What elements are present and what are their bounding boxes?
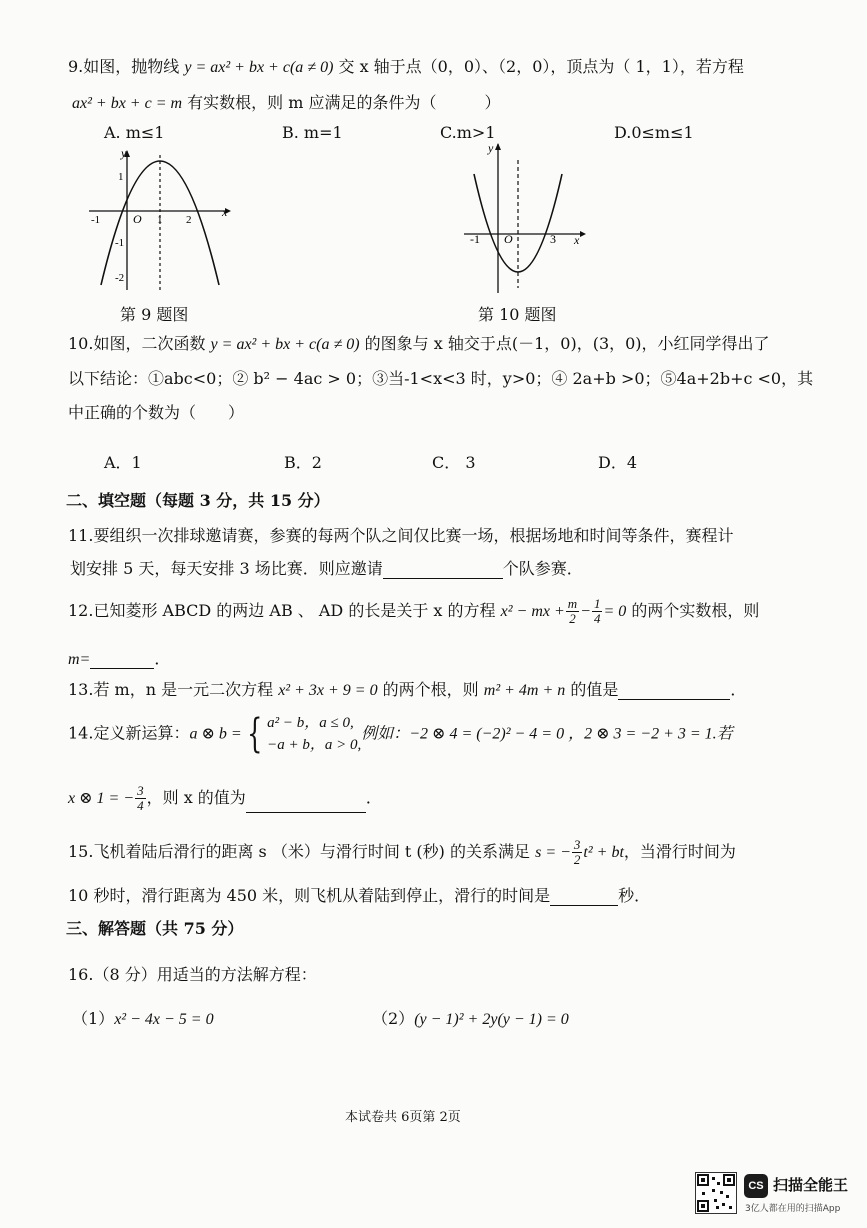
q10-line3: 中正确的个数为（ ） bbox=[68, 403, 245, 422]
q12-line2 bbox=[68, 646, 170, 669]
q14-case: a² − b，a ≤ 0, bbox=[267, 715, 354, 731]
q16-equation: (y − 1)² + 2y(y − 1) = 0 bbox=[414, 1011, 569, 1028]
fig9-tick-label: 1 bbox=[157, 214, 163, 226]
q13-text: ． bbox=[730, 680, 747, 699]
q10-equation: y = ax² + bx + c(a ≠ 0) bbox=[210, 336, 360, 353]
q12-text: 12.已知菱形 ABCD 的两边 AB 、 AD 的长是关于 x 的方程 bbox=[68, 601, 501, 620]
fig10-tick-label: 3 bbox=[550, 232, 556, 246]
q13-text: 13.若 m，n 是一元二次方程 bbox=[68, 680, 279, 699]
q16-title: 16.（8 分）用适当的方法解方程： bbox=[68, 965, 317, 984]
q12-text: m= bbox=[68, 651, 91, 668]
fig10-tick-label: -1 bbox=[470, 232, 480, 246]
q13-equation: x² + 3x + 9 = 0 bbox=[278, 682, 378, 699]
q14-case: −a + b，a > 0, bbox=[267, 737, 362, 753]
fig9-tick-label: 2 bbox=[186, 214, 192, 226]
figure-10 bbox=[460, 138, 590, 298]
q12-operator: − bbox=[580, 603, 591, 620]
watermark-subtitle: 3亿人都在用的扫描App bbox=[745, 1204, 841, 1214]
q11-line2 bbox=[70, 556, 583, 579]
q9-line1 bbox=[68, 54, 744, 77]
q14-fraction: $\frac{3}{4}$ bbox=[137, 783, 144, 813]
q9-text: 9.如图，抛物线 bbox=[68, 57, 185, 76]
q15-text: 10 秒时，滑行距离为 450 米，则飞机从着陆到停止，滑行的时间是 bbox=[68, 886, 551, 905]
q11-text: 划安排 5 天，每天安排 3 场比赛．则应邀请 bbox=[70, 559, 383, 578]
q12-line1 bbox=[68, 597, 759, 626]
q9-equation: y = ax² + bx + c(a ≠ 0) bbox=[184, 59, 334, 76]
section-heading-solutions: 三、解答题（共 75 分） bbox=[66, 919, 244, 938]
fig10-y-label: y bbox=[488, 141, 494, 155]
q11-line1: 11.要组织一次排球邀请赛，参赛的每两个队之间仅比赛一场，根据场地和时间等条件，赛程计 bbox=[68, 526, 734, 545]
q9-line2 bbox=[72, 90, 500, 113]
fig9-tick-label: -2 bbox=[115, 272, 125, 284]
q14-equation: x ⊗ 1 = − bbox=[68, 790, 135, 807]
fig9-origin-label: O bbox=[133, 212, 142, 226]
q9-option-d: D.0≤m≤1 bbox=[614, 123, 694, 142]
q12-equation: = 0 bbox=[603, 603, 627, 620]
q15-text: 15.飞机着陆后滑行的距离 s （米）与滑行时间 t (秒) 的关系满足 bbox=[68, 842, 536, 861]
answer-blank[interactable] bbox=[90, 650, 154, 669]
q9-equation: ax² + bx + c = m bbox=[72, 95, 183, 112]
q16-part-label: （2） bbox=[372, 1009, 415, 1028]
q14-text: ． bbox=[365, 788, 382, 807]
figure-9 bbox=[85, 145, 235, 295]
watermark-name: 扫描全能王 bbox=[773, 1176, 849, 1194]
q12-text: 的两个实数根，则 bbox=[626, 601, 760, 620]
q9-text: 交 x 轴于点（0，0）、（2，0），顶点为（ 1，1），若方程 bbox=[333, 57, 744, 76]
q10-option-c: C． 3 bbox=[432, 453, 476, 472]
q14-line2 bbox=[68, 784, 382, 813]
q10-text: 的图象与 x 轴交于点(－1，0)，(3，0)，小红同学得出了 bbox=[359, 334, 770, 353]
q14-line1 bbox=[68, 712, 733, 756]
q15-equation: s = − bbox=[535, 844, 571, 861]
q14-definition: a ⊗ b = bbox=[189, 725, 242, 743]
fig9-tick-label: -1 bbox=[115, 237, 125, 249]
q16-equation: x² − 4x − 5 = 0 bbox=[114, 1011, 214, 1028]
q14-text: ，则 x 的值为 bbox=[146, 788, 246, 807]
q11-text: 个队参赛． bbox=[502, 559, 583, 578]
camscanner-logo-icon: CS bbox=[744, 1174, 768, 1198]
fig9-x-label: x bbox=[222, 205, 228, 219]
q12-fraction: $\frac{m}{2}$ bbox=[567, 596, 578, 626]
q10-line1 bbox=[68, 331, 770, 354]
q15-text: 秒． bbox=[618, 886, 651, 905]
q13-text: 的值是 bbox=[565, 680, 619, 699]
fig10-x-label: x bbox=[574, 233, 580, 247]
q12-text: ． bbox=[154, 649, 171, 668]
qr-code-icon bbox=[695, 1172, 737, 1214]
q13-text: 的两个根，则 bbox=[377, 680, 484, 699]
q13-expression: m² + 4m + n bbox=[483, 682, 566, 699]
q15-equation: t² + bt bbox=[583, 844, 624, 861]
q10-text: 10.如图，二次函数 bbox=[68, 334, 211, 353]
answer-blank[interactable] bbox=[550, 887, 618, 906]
q12-equation: x² − mx + bbox=[500, 603, 565, 620]
fig9-y-label: y bbox=[121, 146, 127, 160]
q9-option-b: B. m=1 bbox=[282, 123, 343, 142]
q16-part2 bbox=[372, 1006, 569, 1029]
page-footer: 本试卷共 6页第 2页 bbox=[345, 1110, 461, 1125]
q9-option-c: C.m>1 bbox=[440, 123, 496, 142]
section-heading-fill-in: 二、填空题（每题 3 分，共 15 分） bbox=[66, 491, 330, 510]
answer-blank[interactable] bbox=[246, 794, 366, 813]
q14-text: 14.定义新运算： bbox=[68, 723, 190, 743]
answer-blank[interactable] bbox=[383, 560, 503, 579]
fig9-tick-label: 1 bbox=[118, 171, 124, 183]
q15-fraction: $\frac{3}{2}$ bbox=[573, 837, 581, 867]
q15-line2 bbox=[68, 883, 650, 906]
q9-option-a: A. m≤1 bbox=[104, 123, 165, 142]
fig9-tick-label: -1 bbox=[91, 214, 101, 226]
fig10-caption: 第 10 题图 bbox=[478, 305, 557, 324]
answer-blank[interactable] bbox=[618, 681, 730, 700]
q13-line bbox=[68, 677, 746, 700]
q16-part-label: （1） bbox=[72, 1009, 115, 1028]
q15-text: ，当滑行时间为 bbox=[623, 842, 736, 861]
q14-example: 例如：−2 ⊗ 4 = (−2)² − 4 = 0 ，2 ⊗ 3 = −2 + 3 = 1.若 bbox=[361, 725, 733, 743]
q10-option-a: A．1 bbox=[104, 453, 142, 472]
q9-text: 有实数根，则 m 应满足的条件为（ ） bbox=[182, 93, 501, 112]
q16-part1 bbox=[72, 1006, 214, 1029]
q10-line2: 以下结论：①abc<0；② b² − 4ac > 0；③当-1<x<3 时，y>0；④ 2a+b >0；⑤4a+2b+c <0，其 bbox=[68, 369, 814, 388]
q14-piecewise: { a² − b，a ≤ 0, −a + b，a > 0, bbox=[246, 711, 362, 757]
q10-option-d: D．4 bbox=[598, 453, 638, 472]
q15-line1 bbox=[68, 838, 736, 867]
q10-option-b: B．2 bbox=[284, 453, 322, 472]
fig9-caption: 第 9 题图 bbox=[120, 305, 189, 324]
fig10-origin-label: O bbox=[504, 232, 513, 246]
q12-fraction: $\frac{1}{4}$ bbox=[593, 596, 601, 626]
